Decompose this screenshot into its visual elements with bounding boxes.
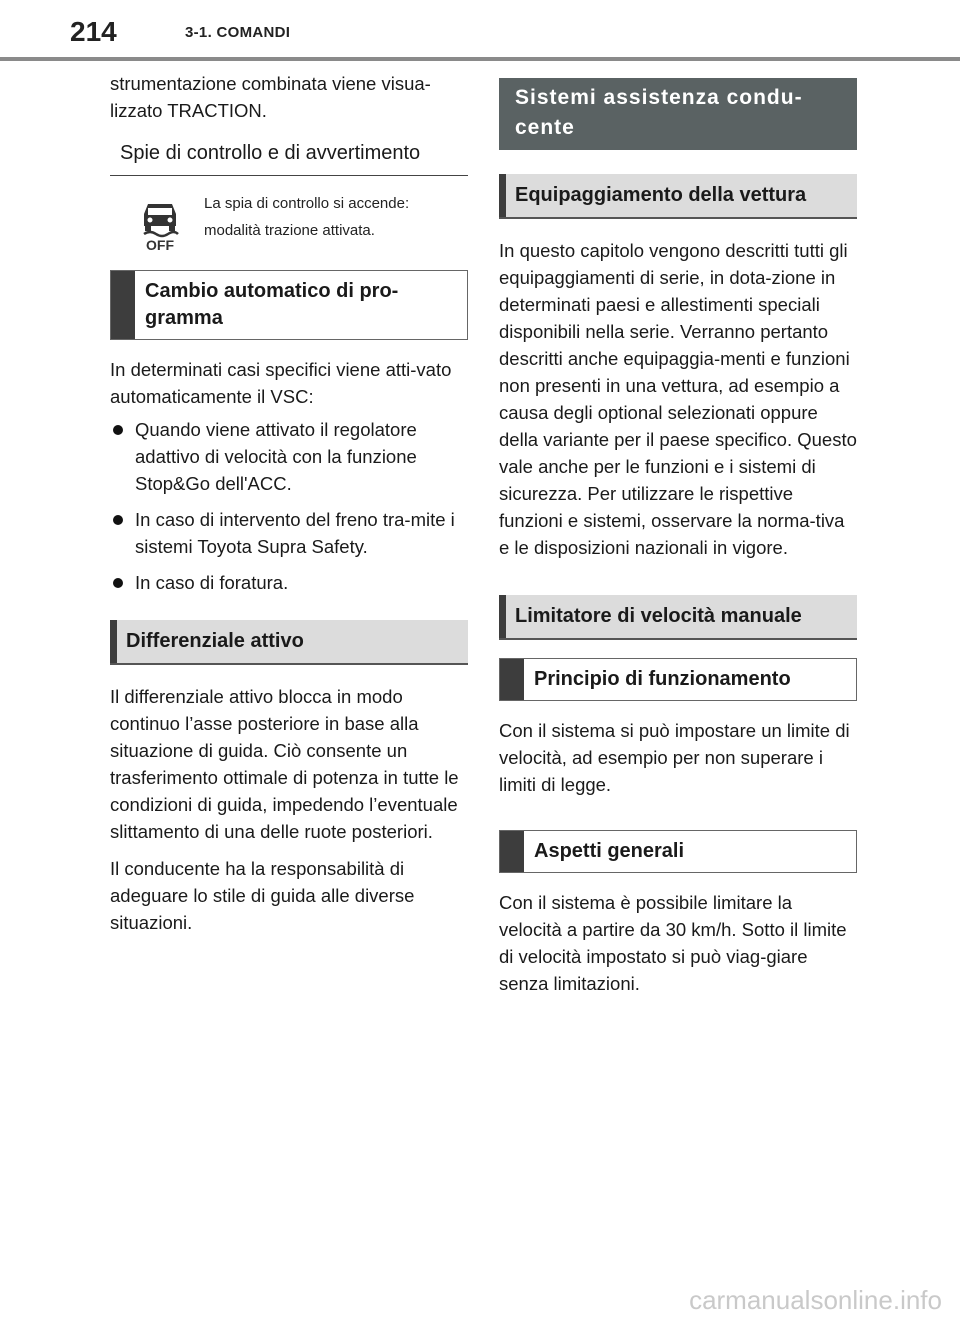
driver-responsibility-paragraph: Il conducente ha la responsabilità di adeguare lo stile di guida alle diverse situazioni.	[110, 858, 415, 933]
auto-intro-paragraph: In determinati casi specifici viene atti-vato automaticamente il VSC:	[110, 359, 452, 407]
indicator-line-1: La spia di controllo si accende:	[204, 195, 410, 212]
header-rule	[0, 57, 960, 61]
indicator-heading: Spie di controllo e di avvertimento	[110, 142, 468, 176]
indicator-line-2: modalità trazione attivata.	[204, 222, 375, 239]
indicator-text	[204, 190, 409, 244]
differential-paragraph: Il differenziale attivo blocca in modo continuo l’asse posteriore in base alla situazione di guida. Ciò consente un trasferimento ottimale di potenza in tutte le condizioni di guida, impedendo l’eventuale slittamento di una delle ruote posteriori.	[110, 686, 459, 842]
general-aspects-heading: Aspetti generali	[499, 830, 857, 873]
bullet-icon	[113, 425, 123, 435]
watermark: carmanualsonline.info	[689, 1285, 942, 1315]
driver-assistance-heading: Sistemi assistenza condu-cente	[499, 78, 857, 150]
intro-paragraph: strumentazione combinata viene visua-lizzato TRACTION.	[110, 73, 431, 121]
left-column	[110, 70, 468, 936]
chapter-title: 3-1. COMANDI	[185, 24, 291, 41]
list-item	[110, 506, 468, 560]
vsc-off-icon-label: OFF	[146, 237, 174, 252]
page-header	[0, 0, 960, 62]
vsc-bullet-list	[110, 416, 468, 596]
vehicle-equipment-heading: Equipaggiamento della vettura	[499, 174, 857, 219]
vsc-off-icon	[140, 200, 180, 252]
general-aspects-paragraph: Con il sistema è possibile limitare la velocità a partire da 30 km/h. Sotto il limite di velocità impostato si può viag-giare senza limitazioni.	[499, 892, 847, 994]
auto-program-heading: Cambio automatico di pro-gramma	[110, 270, 468, 340]
page-number: 214	[70, 16, 117, 47]
active-differential-heading: Differenziale attivo	[110, 620, 468, 665]
operating-principle-heading: Principio di funzionamento	[499, 658, 857, 701]
speed-limiter-heading: Limitatore di velocità manuale	[499, 595, 857, 640]
bullet-icon	[113, 578, 123, 588]
operating-principle-paragraph: Con il sistema si può impostare un limite di velocità, ad esempio per non superare i limiti di legge.	[499, 720, 850, 795]
bullet-text: In caso di intervento del freno tra-mite i sistemi Toyota Supra Safety.	[135, 509, 455, 557]
indicator-row	[110, 190, 468, 252]
bullet-text: In caso di foratura.	[135, 572, 289, 593]
list-item	[110, 569, 468, 596]
right-column	[499, 70, 857, 997]
bullet-text: Quando viene attivato il regolatore adattivo di velocità con la funzione Stop&Go dell'ACC.	[135, 419, 417, 494]
bullet-icon	[113, 515, 123, 525]
list-item	[110, 416, 468, 497]
vehicle-equipment-paragraph: In questo capitolo vengono descritti tutti gli equipaggiamenti di serie, in dota-zione in determinati paesi e allestimenti speciali disponibili nella serie. Verranno pertanto descritti anche equipaggia-menti e funzioni non presenti in una vettura, ad esempio a causa degli optional selezionati oppure della variante per il paese specifico. Questo vale anche per le funzioni e i sistemi di sicurezza. Per utilizzare le rispettive funzioni e sistemi, osservare la norma-tiva e le disposizioni nazionali in vigore.	[499, 240, 857, 558]
